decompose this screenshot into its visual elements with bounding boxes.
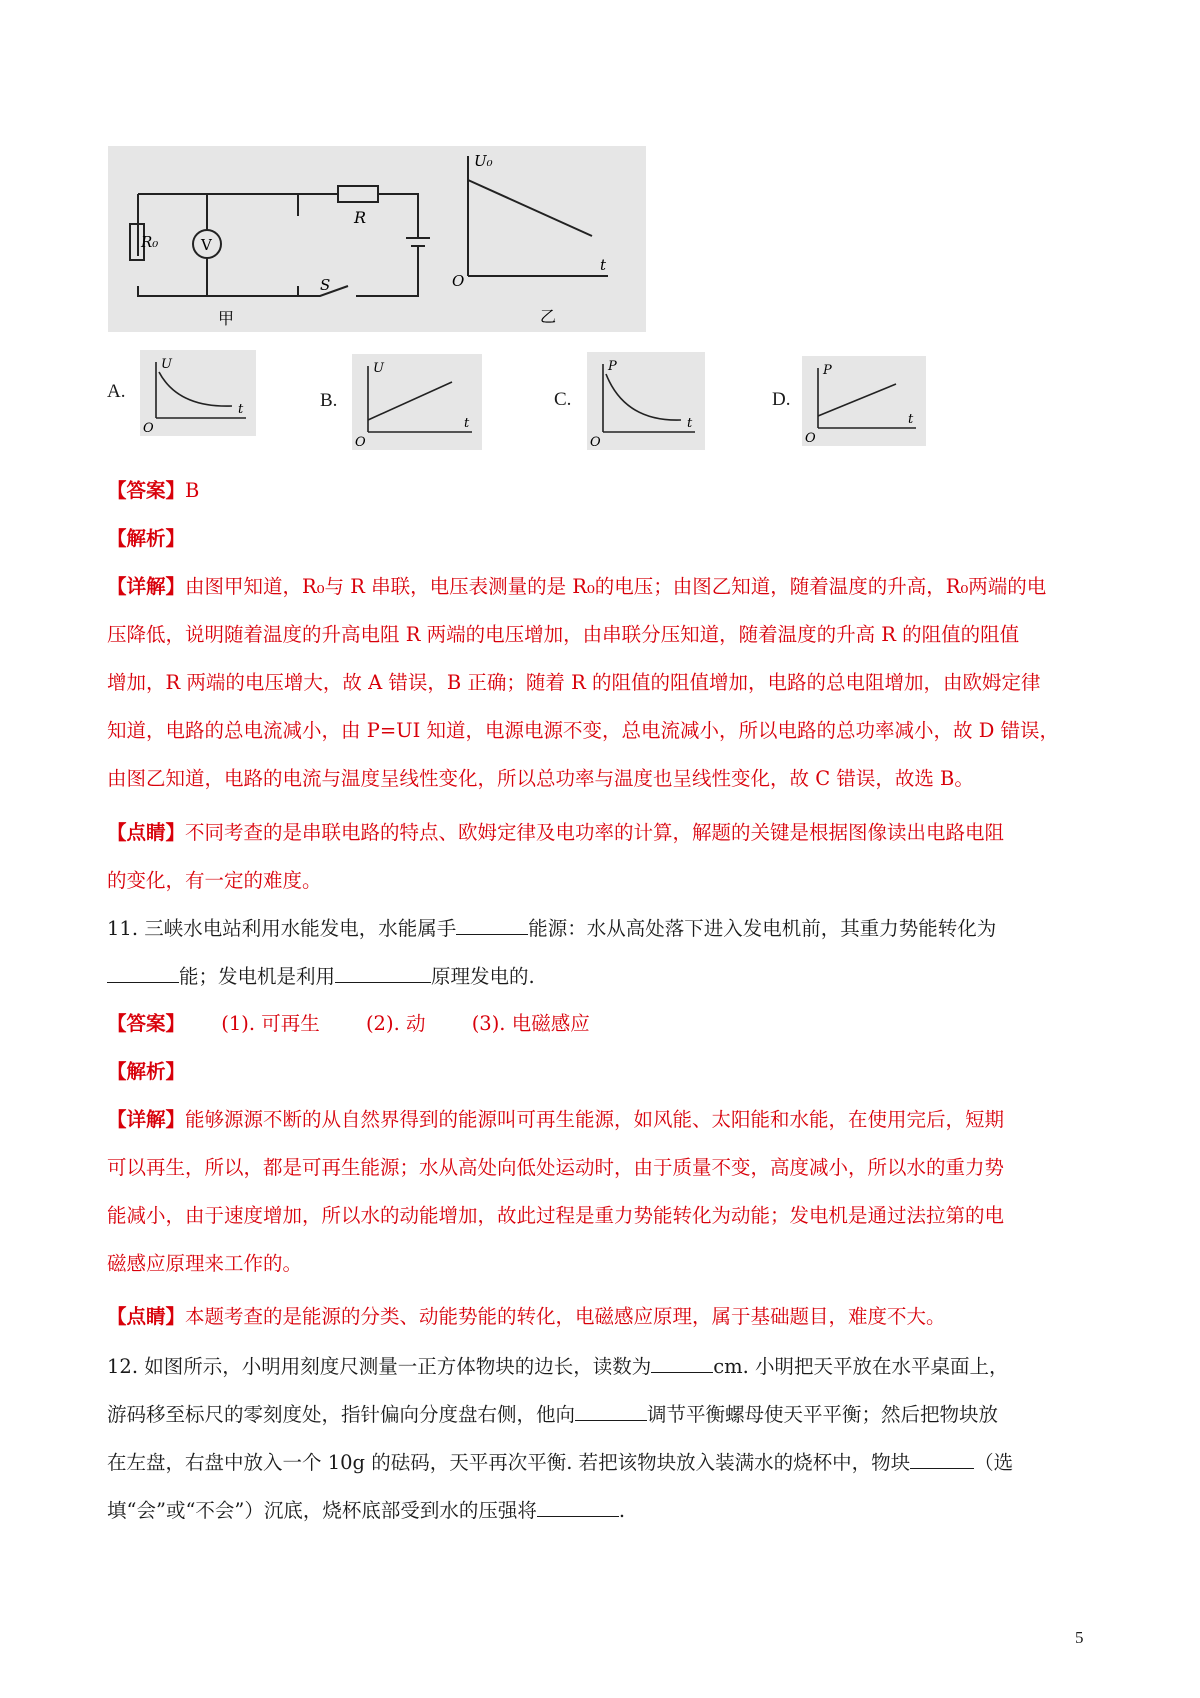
q10-analysis-heading — [107, 525, 185, 553]
answer-value: B — [185, 479, 200, 502]
q11-detail-line: 可以再生，所以，都是可再生能源；水从高处向低处运动时，由于质量不变，高度减小，所以水的重力势 — [107, 1156, 1005, 1179]
q11-detail-line: 能减小，由于速度增加，所以水的动能增加，故此过程是重力势能转化为动能；发电机是通过法拉第的电 — [107, 1204, 1005, 1227]
q12-line-3: 在左盘，右盘中放入一个 10g 的砝码，天平再次平衡. 若把该物块放入装满水的烧杯中，物块 （选 — [107, 1451, 1014, 1474]
q10-tip-line: 【点睛】不同考查的是串联电路的特点、欧姆定律及电功率的计算，解题的关键是根据图像读出电路电阻 — [107, 821, 1005, 844]
caption-yi: 乙 — [540, 307, 557, 326]
graph-x-label: t — [600, 256, 607, 274]
q11-detail-line: 磁感应原理来工作的。 — [107, 1252, 303, 1275]
q10-detail-line: 由图乙知道，电路的电流与温度呈线性变化，所以总功率与温度也呈线性变化，故 C 错误，故选 B。 — [107, 767, 974, 790]
q11-tip-line: 【点睛】本题考查的是能源的分类、动能势能的转化，电磁感应原理，属于基础题目，难度不大。 — [107, 1305, 946, 1328]
option-graph-a — [140, 350, 256, 436]
option-y-label: U — [373, 361, 384, 376]
figure-circuit-graph — [108, 146, 646, 332]
q10-detail-line: 知道，电路的总电流减小，由 P=UI 知道，电源电源不变，总电流减小，所以电路的总功率减小，故 D 错误， — [107, 719, 1060, 742]
option-origin: O — [590, 435, 601, 450]
option-curve — [818, 384, 896, 416]
graph-y-label: U₀ — [474, 152, 493, 170]
option-letter-a: A. — [107, 381, 126, 402]
option-y-label: U — [161, 357, 172, 372]
option-letter-b: B. — [320, 390, 338, 411]
q11-answer-3: (3). 电磁感应 — [471, 1012, 590, 1035]
q10-answer — [107, 477, 199, 505]
figure-svg — [108, 146, 646, 332]
option-origin: O — [355, 435, 366, 450]
q10-detail-line: 压降低，说明随着温度的升高电阻 R 两端的电压增加，由串联分压知道，随着温度的升高 R 的阻值的阻值 — [107, 623, 1020, 646]
q10-detail-line: 增加，R 两端的电压增大，故 A 错误，B 正确；随着 R 的阻值的阻值增加，电路的总电阻增加，由欧姆定律 — [107, 671, 1041, 694]
label-switch: S — [320, 276, 331, 294]
q11-analysis-heading: 【解析】 — [107, 1060, 186, 1083]
label-r0: R₀ — [141, 233, 159, 251]
q11-question-line-1: 11. 三峡水电站利用水能发电，水能属手 能源：水从高处落下进入发电机前，其重力势能转化为 — [107, 917, 997, 940]
caption-jia: 甲 — [218, 309, 235, 328]
option-curve — [159, 372, 232, 406]
option-x-label: t — [238, 402, 244, 417]
option-graph-b — [352, 354, 482, 450]
q10-tip-line: 的变化，有一定的难度。 — [107, 869, 322, 892]
graph-origin: O — [452, 272, 465, 290]
q12-line-4: 填“会”或“不会”）沉底，烧杯底部受到水的压强将 . — [107, 1499, 626, 1522]
option-origin: O — [143, 421, 154, 436]
option-x-label: t — [687, 416, 693, 431]
option-graph-c — [587, 352, 705, 450]
option-x-label: t — [908, 412, 914, 427]
q11-question-line-2: 能；发电机是利用 原理发电的. — [107, 963, 535, 991]
analysis-tag: 【解析】 — [107, 527, 186, 550]
option-y-label: P — [823, 363, 832, 378]
option-letter-c: C. — [554, 389, 572, 410]
q11-answer-1: (1). 可再生 — [221, 1012, 320, 1035]
option-y-label: P — [608, 359, 617, 374]
q12-line-1: 12. 如图所示，小明用刻度尺测量一正方体物块的边长，读数为 cm. 小明把天平放在水平桌面上， — [107, 1355, 1009, 1378]
q10-detail-line: 【详解】由图甲知道，R₀与 R 串联，电压表测量的是 R₀的电压；由图乙知道，随着温度的升高，R₀两端的电 — [107, 575, 1047, 598]
option-curve — [368, 382, 452, 420]
label-r: R — [354, 208, 367, 227]
q11-answer-2: (2). 动 — [365, 1012, 426, 1035]
option-letter-d: D. — [772, 389, 791, 410]
answer-tag: 【答案】 — [107, 479, 186, 502]
option-curve — [606, 374, 681, 420]
q11-detail-line: 【详解】能够源源不断的从自然界得到的能源叫可再生能源，如风能、太阳能和水能，在使用完后，短期 — [107, 1108, 1005, 1131]
option-origin: O — [805, 431, 816, 446]
q12-line-2: 游码移至标尺的零刻度处，指针偏向分度盘右侧，他向 调节平衡螺母使天平平衡；然后把物块放 — [107, 1403, 999, 1426]
q11-answer: 【答案】 (1). 可再生 (2). 动 (3). 电磁感应 — [107, 1012, 590, 1035]
option-x-label: t — [464, 416, 470, 431]
option-graph-d — [802, 356, 926, 446]
option-axes — [603, 364, 695, 432]
option-axes — [818, 368, 916, 428]
label-voltmeter: V — [201, 236, 212, 254]
page-number: 5 — [1075, 1628, 1084, 1647]
